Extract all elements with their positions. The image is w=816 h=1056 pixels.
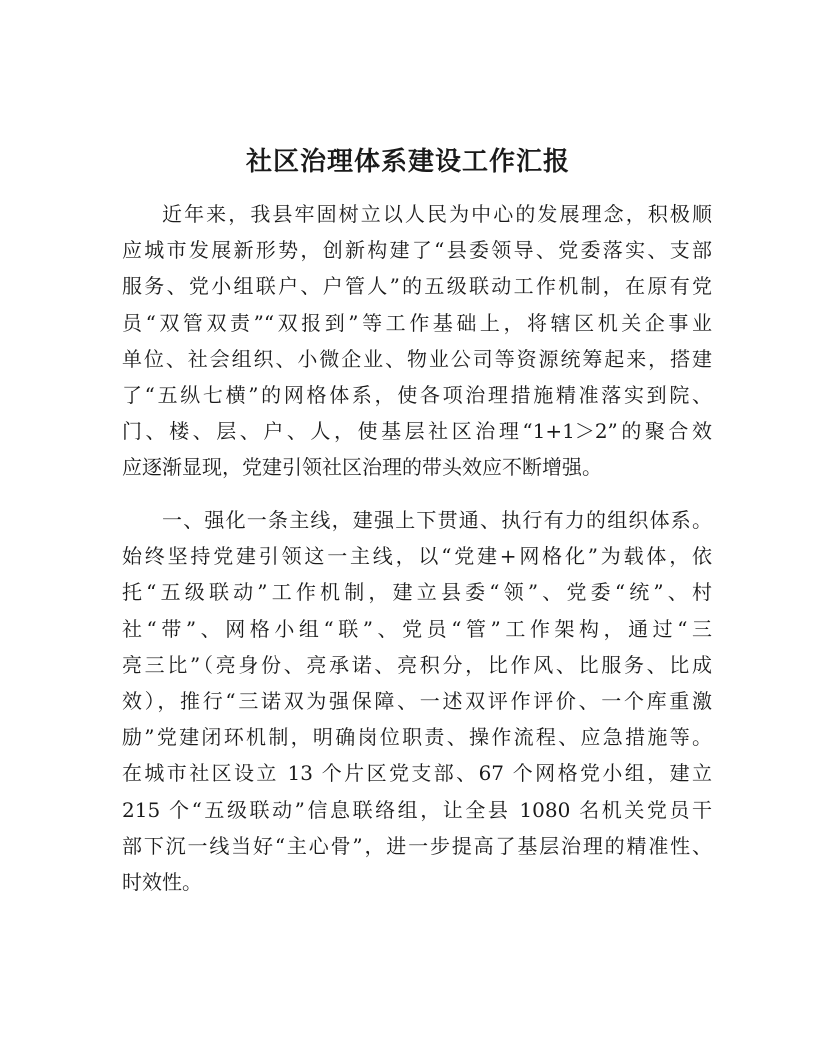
document-title: 社区治理体系建设工作汇报 [245,147,570,177]
text-line: 服务、党小组联户、户管人”的五级联动工作机制，在原有党 [122,274,712,299]
text-line: 应城市发展新形势，创新构建了“县委领导、党委落实、支部 [122,238,712,263]
text-line: 员“双管双责”“双报到”等工作基础上，将辖区机关企事业 [122,310,712,335]
text-line: 应逐渐显现，党建引领社区治理的带头效应不断增强。 [122,455,602,480]
text-line: 了“五纵七横”的网格体系，使各项治理措施精准落实到院、 [122,382,712,407]
text-line: 托“五级联动”工作机制，建立县委“领”、党委“统”、村 [122,580,712,605]
text-line: 始终坚持党建引领这一主线，以“党建+网格化”为载体，依 [122,544,712,569]
paragraph-intro [122,196,712,486]
text-line: 门、楼、层、户、人，使基层社区治理“1+1＞2”的聚合效 [122,419,712,444]
text-line: 励”党建闭环机制，明确岗位职责、操作流程、应急措施等。 [122,725,712,750]
text-line: 效），推行“三诺双为强保障、一述双评作评价、一个库重激 [122,688,712,713]
paragraph-section-one [122,502,712,900]
text-line: 亮三比”（亮身份、亮承诺、亮积分，比作风、比服务、比成 [122,652,712,677]
text-line: 一、强化一条主线，建强上下贯通、执行有力的组织体系。 [162,508,712,532]
text-line: 单位、社会组织、小微企业、物业公司等资源统筹起来，搭建 [122,346,712,371]
text-line: 近年来，我县牢固树立以人民为中心的发展理念，积极顺 [162,202,712,226]
text-line: 在城市社区设立 13 个片区党支部、67 个网格党小组，建立 [122,761,712,786]
text-line: 社“带”、网格小组“联”、党员“管”工作架构，通过“三 [122,616,712,641]
text-line: 215 个“五级联动”信息联络组，让全县 1080 名机关党员干 [122,797,712,822]
text-line: 时效性。 [122,869,202,894]
text-line: 部下沉一线当好“主心骨”，进一步提高了基层治理的精准性、 [122,833,712,858]
